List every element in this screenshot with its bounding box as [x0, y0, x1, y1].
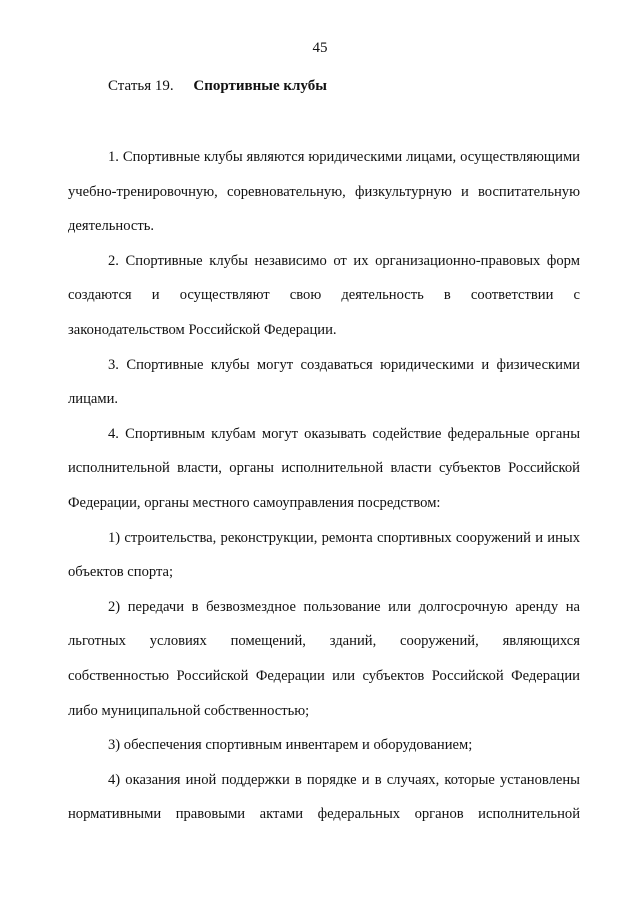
- list-item-4: 4) оказания иной поддержки в порядке и в случаях, которые установлены нормативными правовыми актами федеральных органов исполнительной: [68, 771, 580, 823]
- article-body: [68, 140, 580, 832]
- article-number: Статья 19.: [108, 78, 174, 94]
- paragraph-4: 4. Спортивным клубам могут оказывать содействие федеральные органы исполнительной власти, органы исполнительной власти субъектов Российской Федерации, органы местного самоуправления посредством:: [68, 425, 580, 511]
- page-number: 45: [312, 40, 328, 56]
- paragraph-3: 3. Спортивные клубы могут создаваться юридическими и физическими лицами.: [68, 356, 580, 408]
- paragraph-2: 2. Спортивные клубы независимо от их организационно-правовых форм создаются и осуществляют свою деятельность в соответствии с законодательством Российской Федерации.: [68, 252, 580, 338]
- list-item-1: 1) строительства, реконструкции, ремонта спортивных сооружений и иных объектов спорта;: [68, 529, 580, 581]
- paragraph-1: 1. Спортивные клубы являются юридическими лицами, осуществляющими учебно-тренировочную, соревновательную, физкультурную и воспитательную деятельность.: [68, 149, 580, 235]
- article-title: Спортивные клубы: [193, 78, 327, 94]
- list-item-2: 2) передачи в безвозмездное пользование или долгосрочную аренду на льготных условиях помещений, зданий, сооружений, являющихся собственностью Российской Федерации или субъектов Российской Федерации либо муниципальной собственностью;: [68, 598, 580, 719]
- article-heading: [108, 78, 327, 95]
- list-item-3: 3) обеспечения спортивным инвентарем и оборудованием;: [108, 737, 473, 754]
